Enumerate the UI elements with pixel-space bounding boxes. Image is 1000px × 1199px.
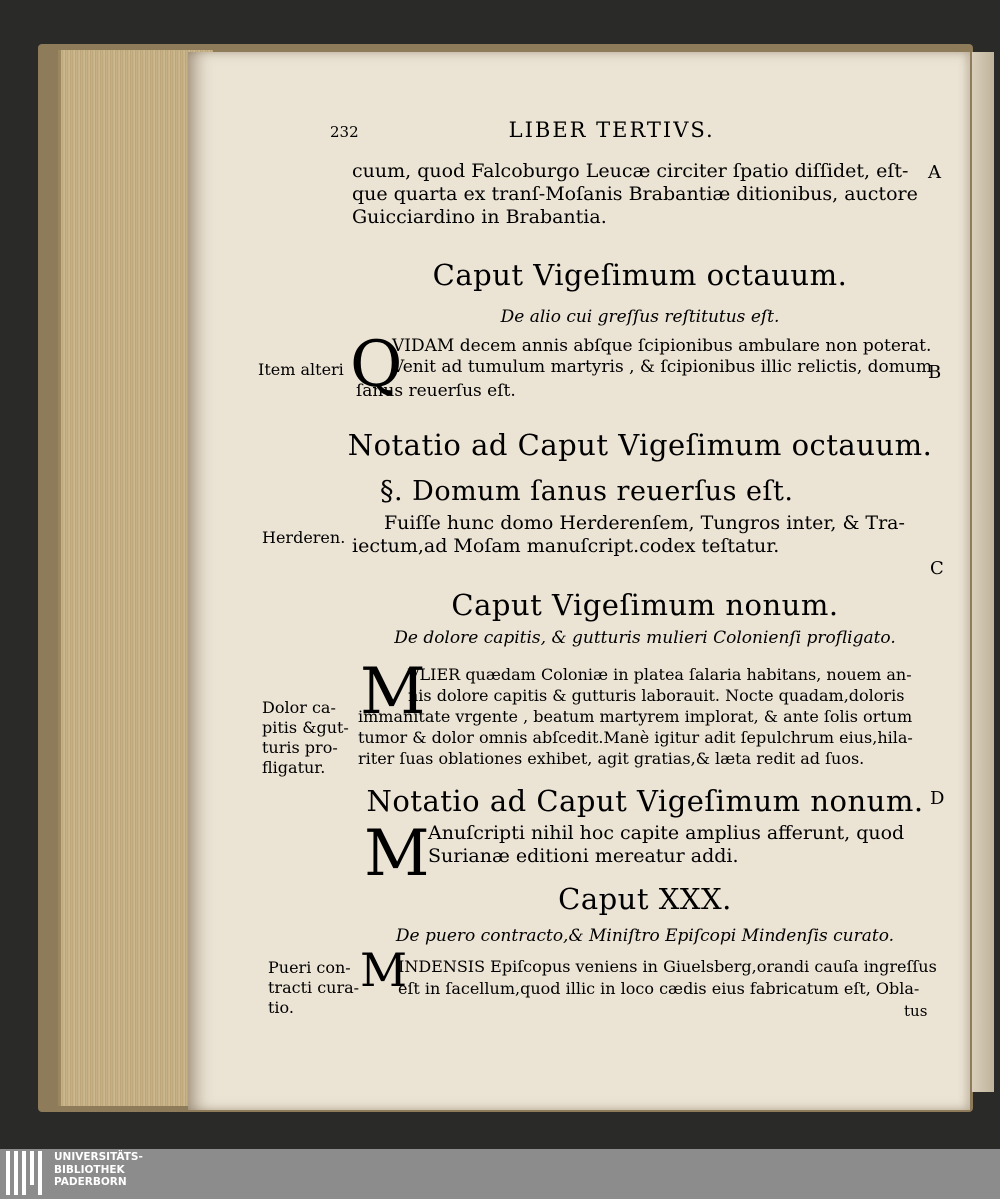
text-line: cuum, quod Falcoburgo Leucæ circiter ſpatio diſſidet, eſt- <box>352 160 909 182</box>
note-28-text <box>352 512 937 558</box>
section-letter-b: B <box>928 362 942 383</box>
catchword: tus <box>904 1002 928 1020</box>
running-head <box>330 118 790 142</box>
chapter-28-text <box>392 336 932 378</box>
chapter-30-subtitle: De puero contracto,& Miniſtro Epiſcopi Mindenſis curato. <box>395 926 895 946</box>
note-29-text <box>428 822 938 868</box>
margin-line: pitis &gut- <box>262 718 349 737</box>
text-line: eſt in ſacellum,quod illic in loco cædis eius fabricatum eſt, Obla- <box>398 979 920 998</box>
chapter-29-subtitle: De dolore capitis, & gutturis mulieri Colonienſi profligato. <box>394 628 896 648</box>
text-line: ſanus reuerſus eſt. <box>356 381 516 401</box>
section-letter-d: D <box>930 788 945 809</box>
running-title: LIBER TERTIVS. <box>508 118 715 142</box>
text-line: Fuiſſe hunc domo Herderenſem, Tungros inter, & Tra- <box>384 512 905 534</box>
margin-line: fligatur. <box>262 758 326 777</box>
library-logo-text <box>54 1151 143 1189</box>
text-line: que quarta ex tranſ-Moſanis Brabantiæ ditionibus, auctore <box>352 183 918 205</box>
note-29-title: Notatio ad Caput Vigeſimum nonum. <box>366 784 924 818</box>
chapter-30-title: Caput XXX. <box>558 882 732 916</box>
logo-line: PADERBORN <box>54 1176 127 1188</box>
text-line: INDENSIS Epiſcopus veniens in Giuelsberg,orandi cauſa ingreſſus <box>398 957 937 976</box>
section-letter-a: A <box>928 162 941 183</box>
text-line: riter ſuas oblationes exhibet, agit gratias,& læta redit ad ſuos. <box>358 749 865 768</box>
logo-line: UNIVERSITÄTS- <box>54 1151 143 1163</box>
initial-m: M <box>360 655 426 729</box>
initial-q: Q <box>350 328 403 402</box>
margin-line: Dolor ca- <box>262 698 336 717</box>
text-line: Surianæ editioni mereatur addi. <box>428 845 739 867</box>
page-number: 232 <box>330 123 359 141</box>
initial-m-note: M <box>364 817 430 891</box>
continuation-paragraph <box>352 160 932 229</box>
chapter-28-subtitle: De alio cui greſſus reſtitutus eſt. <box>500 307 780 327</box>
note-28-title: Notatio ad Caput Vigeſimum octauum. <box>347 428 933 462</box>
chapter-29-title: Caput Vigeſimum nonum. <box>451 588 839 622</box>
text-line: tumor & dolor omnis abſcedit.Manè igitur adit ſepulchrum eius,hila- <box>358 728 913 747</box>
text-line: VLIER quædam Coloniæ in platea ſalaria habitans, nouem an- <box>408 665 912 684</box>
text-line: immanitate vrgente , beatum martyrem implorat, & ante ſolis ortum <box>358 707 913 726</box>
note-28-section: §. Domum ſanus reuerſus eſt. <box>380 476 794 507</box>
chapter-28-title: Caput Vigeſimum octauum. <box>432 258 848 292</box>
text-line: VIDAM decem annis abſque ſcipionibus ambulare non poterat. <box>392 336 932 356</box>
section-letter-c: C <box>930 558 944 579</box>
chapter-29-text <box>358 706 933 769</box>
chapter-30-text <box>398 956 938 1000</box>
margin-note-herderen: Herderen. <box>262 528 346 547</box>
chapter-29-text-indented <box>408 664 933 706</box>
margin-note-dolor <box>262 698 357 778</box>
footer-bar <box>0 1149 1000 1199</box>
margin-line: tio. <box>268 998 294 1017</box>
logo-line: BIBLIOTHEK <box>54 1163 125 1176</box>
facing-page-edge <box>972 52 994 1092</box>
margin-note-item-alteri: Item alteri <box>258 360 344 379</box>
margin-line: tracti cura- <box>268 978 360 997</box>
margin-line: turis pro- <box>262 738 338 757</box>
text-line: iectum,ad Moſam manuſcript.codex teſtatur. <box>352 535 780 557</box>
text-line: nis dolore capitis & gutturis laborauit. Nocte quadam,doloris <box>408 686 905 705</box>
text-line: Venit ad tumulum martyris , & ſcipionibus illic relictis, domum <box>392 357 932 377</box>
margin-note-pueri <box>268 958 363 1018</box>
text-line: Anuſcripti nihil hoc capite amplius afferunt, quod <box>428 822 905 844</box>
margin-line: Pueri con- <box>268 958 351 977</box>
initial-m-30: M <box>360 943 408 997</box>
text-line: Guicciardino in Brabantia. <box>352 206 607 228</box>
library-logo-icon <box>6 1151 46 1195</box>
